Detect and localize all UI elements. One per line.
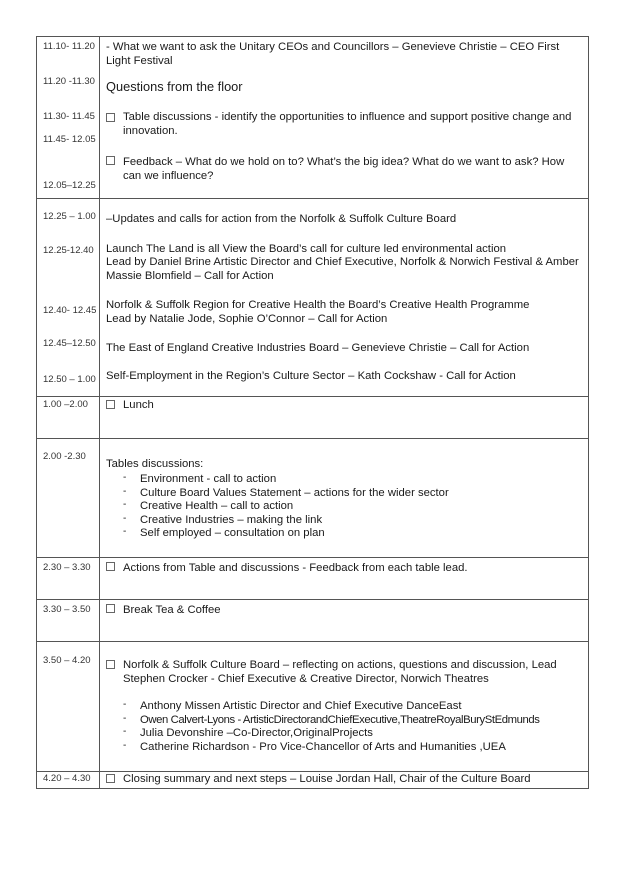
- list-item: - Self employed – consultation on plan: [123, 526, 325, 539]
- dash-bullet: -: [123, 526, 127, 537]
- checkbox-icon: [106, 156, 115, 165]
- time-cell: 12.05–12.25: [43, 180, 96, 191]
- list-item: - Creative Industries – making the link: [123, 512, 323, 526]
- panel-list: [123, 700, 580, 754]
- time-cell: 11.20 -11.30: [43, 76, 95, 87]
- checkbox-icon: [106, 660, 115, 669]
- list-item: - Catherine Richardson - Pro Vice-Chancellor of Arts and Humanities ,UEA: [123, 739, 506, 753]
- checkbox-icon: [106, 562, 115, 571]
- agenda-item: Lead by Daniel Brine Artistic Director and Chief Executive, Norfolk & Norwich Festival & Amber Massie Blomfield – Call for Action: [106, 256, 579, 282]
- checkbox-icon: [106, 113, 115, 122]
- agenda-row-lunch: [37, 397, 588, 439]
- column-divider: [99, 772, 100, 788]
- dash-bullet: -: [123, 485, 127, 497]
- agenda-item: Self-Employment in the Region’s Culture Sector – Kath Cockshaw - Call for Action: [106, 370, 516, 382]
- agenda-item: Table discussions - identify the opportunities to influence and support positive change and innovation.: [123, 111, 572, 137]
- time-cell: 12.25-12.40: [43, 245, 94, 256]
- agenda-item: Norfolk & Suffolk Region for Creative Health the Board’s Creative Health Programme: [106, 299, 530, 311]
- list-item: - Owen Calvert-Lyons - ArtisticDirectorandChiefExecutive,TheatreRoyalBuryStEdmunds: [123, 712, 540, 726]
- dash-bullet: -: [123, 712, 126, 724]
- agenda-row-updates: [37, 199, 588, 397]
- dash-bullet: -: [123, 499, 127, 510]
- dash-bullet: -: [123, 699, 127, 710]
- time-cell: 3.50 – 4.20: [43, 655, 91, 666]
- time-cell: 2.00 -2.30: [43, 451, 86, 462]
- agenda-item: Launch The Land is all View the Board’s call for culture led environmental action: [106, 243, 507, 255]
- column-divider: [99, 600, 100, 641]
- agenda-item: Norfolk & Suffolk Culture Board – reflecting on actions, questions and discussion, Lead Stephen Crocker - Chief Executive & Creative Director, Norwich Theatres: [123, 659, 557, 685]
- column-divider: [99, 642, 100, 771]
- agenda-row-morning: [37, 37, 588, 199]
- time-cell: 12.50 – 1.00: [43, 374, 96, 385]
- dash-bullet: -: [123, 472, 127, 483]
- column-divider: [99, 199, 100, 396]
- agenda-item: Closing summary and next steps – Louise Jordan Hall, Chair of the Culture Board: [123, 773, 531, 785]
- checkbox-icon: [106, 774, 115, 783]
- time-cell: 11.30- 11.45: [43, 111, 95, 122]
- time-cell: 11.10- 11.20: [43, 41, 95, 52]
- time-cell: 4.20 – 4.30: [43, 773, 91, 784]
- agenda-item: Feedback – What do we hold on to? What’s the big idea? What do we want to ask? How can we influence?: [123, 156, 565, 182]
- dash-bullet: -: [123, 512, 127, 524]
- time-cell: 11.45- 12.05: [43, 134, 96, 145]
- discussion-list: [123, 473, 580, 541]
- list-item: - Anthony Missen Artistic Director and Chief Executive DanceEast: [123, 699, 462, 712]
- column-divider: [99, 439, 100, 557]
- list-item: - Environment - call to action: [123, 472, 277, 485]
- agenda-item: Questions from the floor: [106, 79, 243, 94]
- time-cell: 12.40- 12.45: [43, 305, 97, 316]
- agenda-row-culture-board: [37, 642, 588, 772]
- time-cell: 12.45–12.50: [43, 338, 96, 349]
- agenda-table: [36, 36, 589, 789]
- list-item: - Culture Board Values Statement – actions for the wider sector: [123, 485, 449, 499]
- agenda-item: Break Tea & Coffee: [123, 604, 221, 616]
- agenda-item: - What we want to ask the Unitary CEOs and Councillors – Genevieve Christie – CEO First Light Festival: [106, 41, 560, 67]
- column-divider: [99, 397, 100, 438]
- section-heading: Tables discussions:: [106, 458, 204, 470]
- checkbox-icon: [106, 604, 115, 613]
- agenda-row-closing: [37, 772, 588, 789]
- agenda-row-break: [37, 600, 588, 642]
- agenda-item: Lunch: [123, 399, 154, 411]
- agenda-item: –Updates and calls for action from the Norfolk & Suffolk Culture Board: [106, 213, 457, 225]
- column-divider: [99, 37, 100, 198]
- time-cell: 2.30 – 3.30: [43, 562, 91, 573]
- agenda-item: Actions from Table and discussions - Feedback from each table lead.: [123, 562, 468, 574]
- agenda-row-actions: [37, 558, 588, 600]
- time-cell: 1.00 –2.00: [43, 399, 88, 410]
- column-divider: [99, 558, 100, 599]
- time-cell: 3.30 – 3.50: [43, 604, 91, 615]
- agenda-row-table-discussions: [37, 439, 588, 558]
- dash-bullet: -: [123, 726, 127, 737]
- checkbox-icon: [106, 400, 115, 409]
- list-item: - Creative Health – call to action: [123, 499, 294, 512]
- dash-bullet: -: [123, 739, 127, 751]
- agenda-item: The East of England Creative Industries Board – Genevieve Christie – Call for Action: [106, 342, 530, 354]
- time-cell: 12.25 – 1.00: [43, 211, 96, 222]
- agenda-item: Lead by Natalie Jode, Sophie O’Connor – Call for Action: [106, 313, 388, 325]
- list-item: - Julia Devonshire –Co-Director,OriginalProjects: [123, 726, 373, 739]
